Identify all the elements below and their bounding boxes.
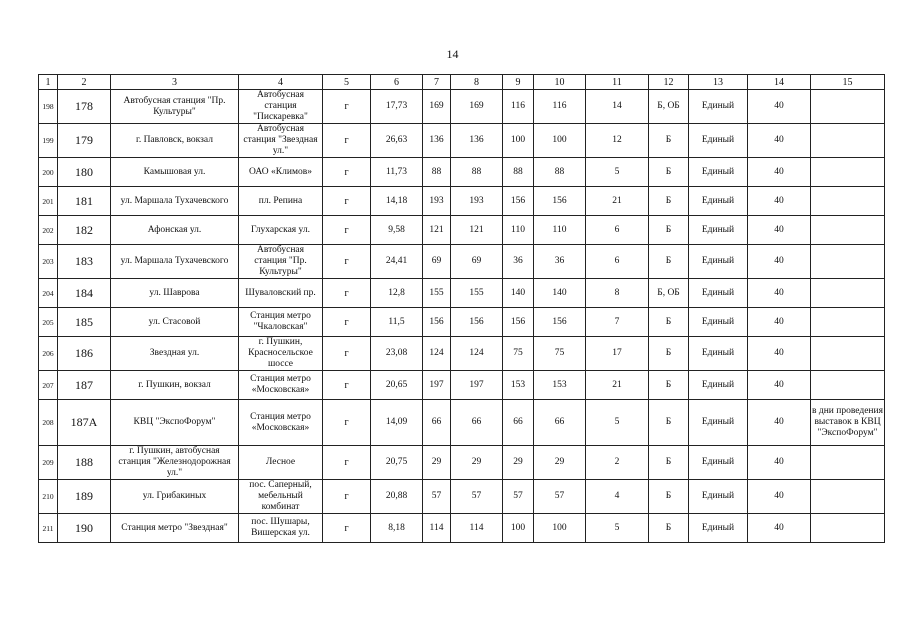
column-14-cell: 40 xyxy=(748,187,811,216)
column-9-cell: 36 xyxy=(503,245,534,279)
row-index-cell: 208 xyxy=(39,400,58,446)
table-row xyxy=(39,187,885,216)
column-10-cell: 57 xyxy=(534,480,586,514)
column-11-cell: 6 xyxy=(586,216,649,245)
column-7-cell: 169 xyxy=(423,90,451,124)
column-9-cell: 140 xyxy=(503,279,534,308)
column-10-cell: 100 xyxy=(534,124,586,158)
route-number-cell: 190 xyxy=(58,514,111,543)
route-number-cell: 185 xyxy=(58,308,111,337)
route-type-cell: г xyxy=(323,337,371,371)
column-7-cell: 69 xyxy=(423,245,451,279)
column-9-cell: 29 xyxy=(503,446,534,480)
row-index-cell: 198 xyxy=(39,90,58,124)
length-cell: 14,09 xyxy=(371,400,423,446)
route-type-cell: г xyxy=(323,216,371,245)
length-cell: 17,73 xyxy=(371,90,423,124)
tariff-cell: Единый xyxy=(689,308,748,337)
column-number-header: 13 xyxy=(689,75,748,90)
column-14-cell: 40 xyxy=(748,337,811,371)
column-14-cell: 40 xyxy=(748,400,811,446)
table-row xyxy=(39,371,885,400)
route-number-cell: 187 xyxy=(58,371,111,400)
column-8-cell: 124 xyxy=(451,337,503,371)
notes-cell xyxy=(811,245,885,279)
column-11-cell: 2 xyxy=(586,446,649,480)
tariff-cell: Единый xyxy=(689,187,748,216)
length-cell: 23,08 xyxy=(371,337,423,371)
tariff-cell: Единый xyxy=(689,90,748,124)
length-cell: 26,63 xyxy=(371,124,423,158)
vehicle-class-cell: Б xyxy=(649,308,689,337)
row-index-cell: 203 xyxy=(39,245,58,279)
column-7-cell: 155 xyxy=(423,279,451,308)
column-number-header: 8 xyxy=(451,75,503,90)
column-9-cell: 100 xyxy=(503,514,534,543)
column-number-header: 14 xyxy=(748,75,811,90)
column-7-cell: 121 xyxy=(423,216,451,245)
column-10-cell: 66 xyxy=(534,400,586,446)
route-type-cell: г xyxy=(323,245,371,279)
table-row xyxy=(39,480,885,514)
end-stop-cell: пл. Репина xyxy=(239,187,323,216)
table-row xyxy=(39,446,885,480)
route-number-cell: 186 xyxy=(58,337,111,371)
start-stop-cell: Автобусная станция "Пр. Культуры" xyxy=(111,90,239,124)
table-row xyxy=(39,216,885,245)
column-10-cell: 156 xyxy=(534,187,586,216)
table-row xyxy=(39,124,885,158)
column-8-cell: 114 xyxy=(451,514,503,543)
table-row xyxy=(39,279,885,308)
column-11-cell: 6 xyxy=(586,245,649,279)
route-type-cell: г xyxy=(323,308,371,337)
column-10-cell: 88 xyxy=(534,158,586,187)
column-8-cell: 193 xyxy=(451,187,503,216)
tariff-cell: Единый xyxy=(689,158,748,187)
end-stop-cell: Станция метро «Московская» xyxy=(239,400,323,446)
column-number-header: 15 xyxy=(811,75,885,90)
column-10-cell: 153 xyxy=(534,371,586,400)
column-14-cell: 40 xyxy=(748,124,811,158)
header-row xyxy=(39,75,885,90)
route-number-cell: 183 xyxy=(58,245,111,279)
column-7-cell: 136 xyxy=(423,124,451,158)
column-8-cell: 197 xyxy=(451,371,503,400)
vehicle-class-cell: Б xyxy=(649,187,689,216)
column-10-cell: 110 xyxy=(534,216,586,245)
column-14-cell: 40 xyxy=(748,279,811,308)
vehicle-class-cell: Б xyxy=(649,216,689,245)
notes-cell xyxy=(811,279,885,308)
column-14-cell: 40 xyxy=(748,308,811,337)
routes-table xyxy=(38,74,885,543)
route-number-cell: 182 xyxy=(58,216,111,245)
end-stop-cell: пос. Саперный, мебельный комбинат xyxy=(239,480,323,514)
row-index-cell: 211 xyxy=(39,514,58,543)
column-9-cell: 100 xyxy=(503,124,534,158)
column-11-cell: 12 xyxy=(586,124,649,158)
route-type-cell: г xyxy=(323,124,371,158)
column-10-cell: 156 xyxy=(534,308,586,337)
tariff-cell: Единый xyxy=(689,446,748,480)
end-stop-cell: Станция метро «Московская» xyxy=(239,371,323,400)
column-8-cell: 29 xyxy=(451,446,503,480)
route-type-cell: г xyxy=(323,90,371,124)
column-7-cell: 29 xyxy=(423,446,451,480)
row-index-cell: 209 xyxy=(39,446,58,480)
vehicle-class-cell: Б xyxy=(649,245,689,279)
column-14-cell: 40 xyxy=(748,514,811,543)
column-7-cell: 88 xyxy=(423,158,451,187)
row-index-cell: 204 xyxy=(39,279,58,308)
page-number: 14 xyxy=(446,47,459,61)
route-number-cell: 188 xyxy=(58,446,111,480)
length-cell: 20,65 xyxy=(371,371,423,400)
tariff-cell: Единый xyxy=(689,371,748,400)
start-stop-cell: ул. Маршала Тухачевского xyxy=(111,187,239,216)
column-number-header: 11 xyxy=(586,75,649,90)
column-8-cell: 121 xyxy=(451,216,503,245)
route-number-cell: 181 xyxy=(58,187,111,216)
row-index-cell: 210 xyxy=(39,480,58,514)
end-stop-cell: г. Пушкин, Красносельское шоссе xyxy=(239,337,323,371)
vehicle-class-cell: Б xyxy=(649,337,689,371)
column-9-cell: 156 xyxy=(503,308,534,337)
start-stop-cell: г. Павловск, вокзал xyxy=(111,124,239,158)
column-11-cell: 21 xyxy=(586,187,649,216)
column-14-cell: 40 xyxy=(748,158,811,187)
column-7-cell: 197 xyxy=(423,371,451,400)
column-9-cell: 57 xyxy=(503,480,534,514)
vehicle-class-cell: Б, ОБ xyxy=(649,279,689,308)
notes-cell xyxy=(811,158,885,187)
column-number-header: 9 xyxy=(503,75,534,90)
column-11-cell: 7 xyxy=(586,308,649,337)
column-11-cell: 5 xyxy=(586,400,649,446)
row-index-cell: 205 xyxy=(39,308,58,337)
column-8-cell: 169 xyxy=(451,90,503,124)
length-cell: 24,41 xyxy=(371,245,423,279)
column-9-cell: 156 xyxy=(503,187,534,216)
end-stop-cell: Глухарская ул. xyxy=(239,216,323,245)
column-8-cell: 155 xyxy=(451,279,503,308)
end-stop-cell: ОАО «Климов» xyxy=(239,158,323,187)
length-cell: 14,18 xyxy=(371,187,423,216)
table-row xyxy=(39,308,885,337)
route-type-cell: г xyxy=(323,400,371,446)
notes-cell xyxy=(811,337,885,371)
start-stop-cell: ул. Стасовой xyxy=(111,308,239,337)
notes-cell xyxy=(811,514,885,543)
start-stop-cell: Камышовая ул. xyxy=(111,158,239,187)
column-14-cell: 40 xyxy=(748,446,811,480)
column-number-header: 4 xyxy=(239,75,323,90)
tariff-cell: Единый xyxy=(689,337,748,371)
notes-cell xyxy=(811,446,885,480)
start-stop-cell: Афонская ул. xyxy=(111,216,239,245)
column-number-header: 1 xyxy=(39,75,58,90)
column-11-cell: 21 xyxy=(586,371,649,400)
end-stop-cell: Лесное xyxy=(239,446,323,480)
column-11-cell: 14 xyxy=(586,90,649,124)
column-8-cell: 57 xyxy=(451,480,503,514)
column-9-cell: 66 xyxy=(503,400,534,446)
route-number-cell: 184 xyxy=(58,279,111,308)
route-type-cell: г xyxy=(323,514,371,543)
table-row xyxy=(39,514,885,543)
tariff-cell: Единый xyxy=(689,245,748,279)
end-stop-cell: Автобусная станция "Пискаревка" xyxy=(239,90,323,124)
start-stop-cell: Станция метро "Звездная" xyxy=(111,514,239,543)
start-stop-cell: ул. Грибакиных xyxy=(111,480,239,514)
end-stop-cell: Шуваловский пр. xyxy=(239,279,323,308)
route-type-cell: г xyxy=(323,480,371,514)
column-number-header: 3 xyxy=(111,75,239,90)
notes-cell xyxy=(811,216,885,245)
start-stop-cell: Звездная ул. xyxy=(111,337,239,371)
column-14-cell: 40 xyxy=(748,216,811,245)
length-cell: 9,58 xyxy=(371,216,423,245)
start-stop-cell: г. Пушкин, автобусная станция "Железнодорожная ул." xyxy=(111,446,239,480)
length-cell: 20,75 xyxy=(371,446,423,480)
start-stop-cell: ул. Шаврова xyxy=(111,279,239,308)
route-type-cell: г xyxy=(323,446,371,480)
route-number-cell: 187А xyxy=(58,400,111,446)
row-index-cell: 199 xyxy=(39,124,58,158)
route-type-cell: г xyxy=(323,371,371,400)
column-7-cell: 66 xyxy=(423,400,451,446)
column-11-cell: 4 xyxy=(586,480,649,514)
route-number-cell: 179 xyxy=(58,124,111,158)
column-7-cell: 193 xyxy=(423,187,451,216)
column-8-cell: 156 xyxy=(451,308,503,337)
column-11-cell: 17 xyxy=(586,337,649,371)
notes-cell xyxy=(811,480,885,514)
row-index-cell: 201 xyxy=(39,187,58,216)
notes-cell xyxy=(811,308,885,337)
row-index-cell: 206 xyxy=(39,337,58,371)
table-row xyxy=(39,337,885,371)
vehicle-class-cell: Б xyxy=(649,514,689,543)
column-9-cell: 153 xyxy=(503,371,534,400)
notes-cell xyxy=(811,124,885,158)
column-14-cell: 40 xyxy=(748,371,811,400)
column-8-cell: 136 xyxy=(451,124,503,158)
route-type-cell: г xyxy=(323,279,371,308)
vehicle-class-cell: Б, ОБ xyxy=(649,90,689,124)
length-cell: 12,8 xyxy=(371,279,423,308)
column-11-cell: 8 xyxy=(586,279,649,308)
column-14-cell: 40 xyxy=(748,245,811,279)
end-stop-cell: Станция метро "Чкаловская" xyxy=(239,308,323,337)
vehicle-class-cell: Б xyxy=(649,480,689,514)
column-10-cell: 116 xyxy=(534,90,586,124)
route-number-cell: 180 xyxy=(58,158,111,187)
start-stop-cell: ул. Маршала Тухачевского xyxy=(111,245,239,279)
tariff-cell: Единый xyxy=(689,514,748,543)
column-14-cell: 40 xyxy=(748,480,811,514)
route-number-cell: 189 xyxy=(58,480,111,514)
column-9-cell: 88 xyxy=(503,158,534,187)
route-type-cell: г xyxy=(323,187,371,216)
column-11-cell: 5 xyxy=(586,514,649,543)
tariff-cell: Единый xyxy=(689,279,748,308)
column-8-cell: 66 xyxy=(451,400,503,446)
tariff-cell: Единый xyxy=(689,400,748,446)
column-10-cell: 140 xyxy=(534,279,586,308)
vehicle-class-cell: Б xyxy=(649,371,689,400)
column-number-header: 5 xyxy=(323,75,371,90)
column-14-cell: 40 xyxy=(748,90,811,124)
row-index-cell: 202 xyxy=(39,216,58,245)
vehicle-class-cell: Б xyxy=(649,446,689,480)
notes-cell: в дни проведения выставок в КВЦ "ЭкспоФорум" xyxy=(811,400,885,446)
column-9-cell: 75 xyxy=(503,337,534,371)
column-10-cell: 36 xyxy=(534,245,586,279)
row-index-cell: 200 xyxy=(39,158,58,187)
column-7-cell: 57 xyxy=(423,480,451,514)
table-row xyxy=(39,245,885,279)
column-7-cell: 156 xyxy=(423,308,451,337)
column-10-cell: 29 xyxy=(534,446,586,480)
column-8-cell: 69 xyxy=(451,245,503,279)
route-number-cell: 178 xyxy=(58,90,111,124)
length-cell: 11,5 xyxy=(371,308,423,337)
table-row xyxy=(39,158,885,187)
end-stop-cell: Автобусная станция "Пр. Культуры" xyxy=(239,245,323,279)
table-row xyxy=(39,400,885,446)
tariff-cell: Единый xyxy=(689,480,748,514)
length-cell: 8,18 xyxy=(371,514,423,543)
notes-cell xyxy=(811,90,885,124)
start-stop-cell: КВЦ "ЭкспоФорум" xyxy=(111,400,239,446)
column-number-header: 12 xyxy=(649,75,689,90)
column-number-header: 6 xyxy=(371,75,423,90)
table-row xyxy=(39,90,885,124)
column-number-header: 10 xyxy=(534,75,586,90)
column-8-cell: 88 xyxy=(451,158,503,187)
tariff-cell: Единый xyxy=(689,216,748,245)
route-type-cell: г xyxy=(323,158,371,187)
column-7-cell: 124 xyxy=(423,337,451,371)
column-9-cell: 110 xyxy=(503,216,534,245)
column-10-cell: 100 xyxy=(534,514,586,543)
notes-cell xyxy=(811,371,885,400)
column-number-header: 7 xyxy=(423,75,451,90)
start-stop-cell: г. Пушкин, вокзал xyxy=(111,371,239,400)
tariff-cell: Единый xyxy=(689,124,748,158)
vehicle-class-cell: Б xyxy=(649,124,689,158)
column-11-cell: 5 xyxy=(586,158,649,187)
end-stop-cell: Автобусная станция "Звездная ул." xyxy=(239,124,323,158)
length-cell: 20,88 xyxy=(371,480,423,514)
column-number-header: 2 xyxy=(58,75,111,90)
row-index-cell: 207 xyxy=(39,371,58,400)
column-9-cell: 116 xyxy=(503,90,534,124)
column-10-cell: 75 xyxy=(534,337,586,371)
vehicle-class-cell: Б xyxy=(649,400,689,446)
end-stop-cell: пос. Шушары, Вишерская ул. xyxy=(239,514,323,543)
length-cell: 11,73 xyxy=(371,158,423,187)
column-7-cell: 114 xyxy=(423,514,451,543)
vehicle-class-cell: Б xyxy=(649,158,689,187)
notes-cell xyxy=(811,187,885,216)
